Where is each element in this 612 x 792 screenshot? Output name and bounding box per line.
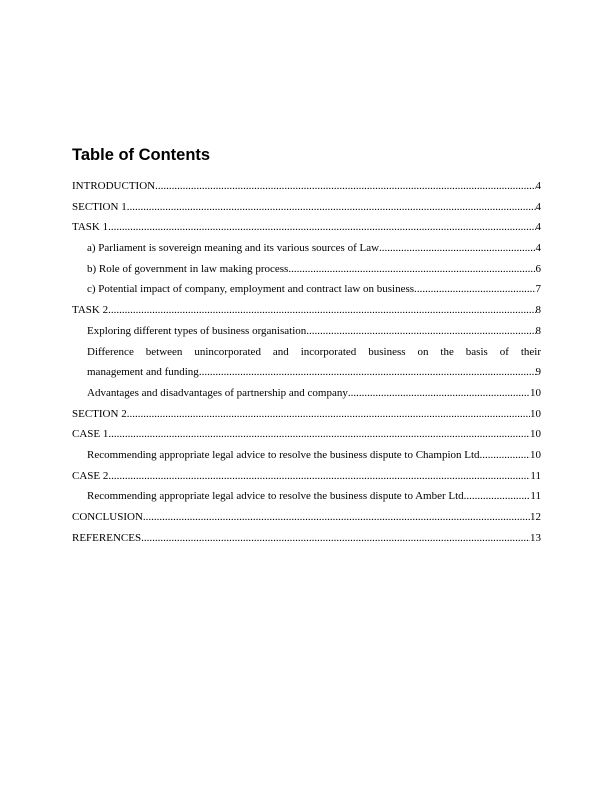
dot-leader (108, 466, 530, 487)
toc-page-number: 11 (530, 469, 541, 482)
dot-leader (306, 321, 535, 342)
toc-entry-text: a) Parliament is sovereign meaning and its various sources of Law (87, 242, 380, 255)
dot-leader (288, 259, 535, 280)
dot-leader (108, 424, 530, 445)
toc-entry-text: TASK 2 (72, 304, 109, 317)
toc-list (72, 176, 541, 548)
toc-page-number: 10 (530, 428, 541, 441)
toc-entry-case-2[interactable] (72, 466, 541, 487)
toc-page-number: 4 (535, 200, 541, 213)
toc-entry-task-1a[interactable] (72, 238, 541, 259)
toc-entry-amber-ltd[interactable] (72, 486, 541, 507)
toc-entry-case-1[interactable] (72, 424, 541, 445)
toc-entry-text: c) Potential impact of company, employment and contract law on business. (87, 283, 417, 296)
toc-entry-text: Recommending appropriate legal advice to resolve the business dispute to Amber Ltd. (87, 490, 467, 503)
toc-entry-text: CONCLUSION (72, 511, 143, 523)
toc-page-number: 4 (535, 180, 541, 192)
toc-entry-text: management and funding (87, 366, 199, 379)
toc-page-number: 4 (535, 242, 541, 255)
toc-entry-text: Recommending appropriate legal advice to resolve the business dispute to Champion Ltd. (87, 448, 483, 461)
toc-page-number: 4 (535, 221, 541, 234)
toc-entry-text: SECTION 1 (72, 200, 127, 213)
toc-page-number: 12 (530, 511, 541, 523)
dot-leader (141, 528, 530, 549)
toc-page-number: 13 (530, 531, 541, 544)
dot-leader (127, 404, 530, 425)
toc-page-number: 9 (535, 366, 541, 379)
toc-entry-section-2[interactable] (72, 404, 541, 425)
toc-entry-references[interactable] (72, 528, 541, 549)
toc-page-number: 8 (535, 324, 541, 337)
toc-page-number: 8 (535, 304, 541, 317)
dot-leader (108, 217, 535, 238)
toc-page-number: 7 (535, 283, 541, 296)
toc-entry-task-1b[interactable] (72, 259, 541, 280)
toc-entry-text: Exploring different types of business organisation (87, 324, 307, 337)
toc-entry-text: CASE 2 (72, 469, 109, 482)
toc-entry-task-1c[interactable] (72, 279, 541, 300)
toc-page-number: 11 (530, 490, 541, 503)
toc-entry-unincorporated-line-1[interactable]: Difference between unincorporated and incorporated business on the basis of their (87, 345, 541, 358)
toc-entry-text: CASE 1 (72, 428, 109, 441)
toc-entry-conclusion[interactable] (72, 507, 541, 528)
toc-entry-text: INTRODUCTION (72, 180, 156, 192)
toc-entry-task-2[interactable] (72, 300, 541, 321)
toc-entry-task-1[interactable] (72, 217, 541, 238)
toc-page-number: 10 (530, 386, 541, 399)
toc-entry-text: Advantages and disadvantages of partnership and company (87, 386, 348, 399)
dot-leader (348, 383, 530, 404)
dot-leader (143, 507, 530, 528)
toc-entry-unincorporated-line-2[interactable] (72, 362, 541, 383)
toc-title: Table of Contents (72, 146, 211, 164)
toc-entry-text: b) Role of government in law making process (87, 262, 289, 275)
toc-entry-partnership-company[interactable] (72, 383, 541, 404)
toc-page-number: 6 (535, 262, 541, 275)
dot-leader (108, 300, 535, 321)
toc-entry-business-organisation[interactable] (72, 321, 541, 342)
toc-entry-text: TASK 1 (72, 221, 109, 234)
toc-entry-section-1[interactable] (72, 197, 541, 218)
toc-entry-text: REFERENCES (72, 531, 142, 544)
dot-leader (155, 176, 535, 197)
dot-leader (379, 238, 535, 259)
toc-entry-champion-ltd[interactable] (72, 445, 541, 466)
dot-leader (482, 445, 530, 466)
toc-page-number: 10 (530, 448, 541, 461)
toc-entry-introduction[interactable] (72, 176, 541, 197)
dot-leader (199, 362, 536, 383)
dot-leader (127, 197, 536, 218)
dot-leader (417, 279, 536, 300)
dot-leader (466, 486, 530, 507)
toc-page-number: 10 (530, 407, 541, 420)
toc-entry-text: SECTION 2 (72, 407, 127, 420)
